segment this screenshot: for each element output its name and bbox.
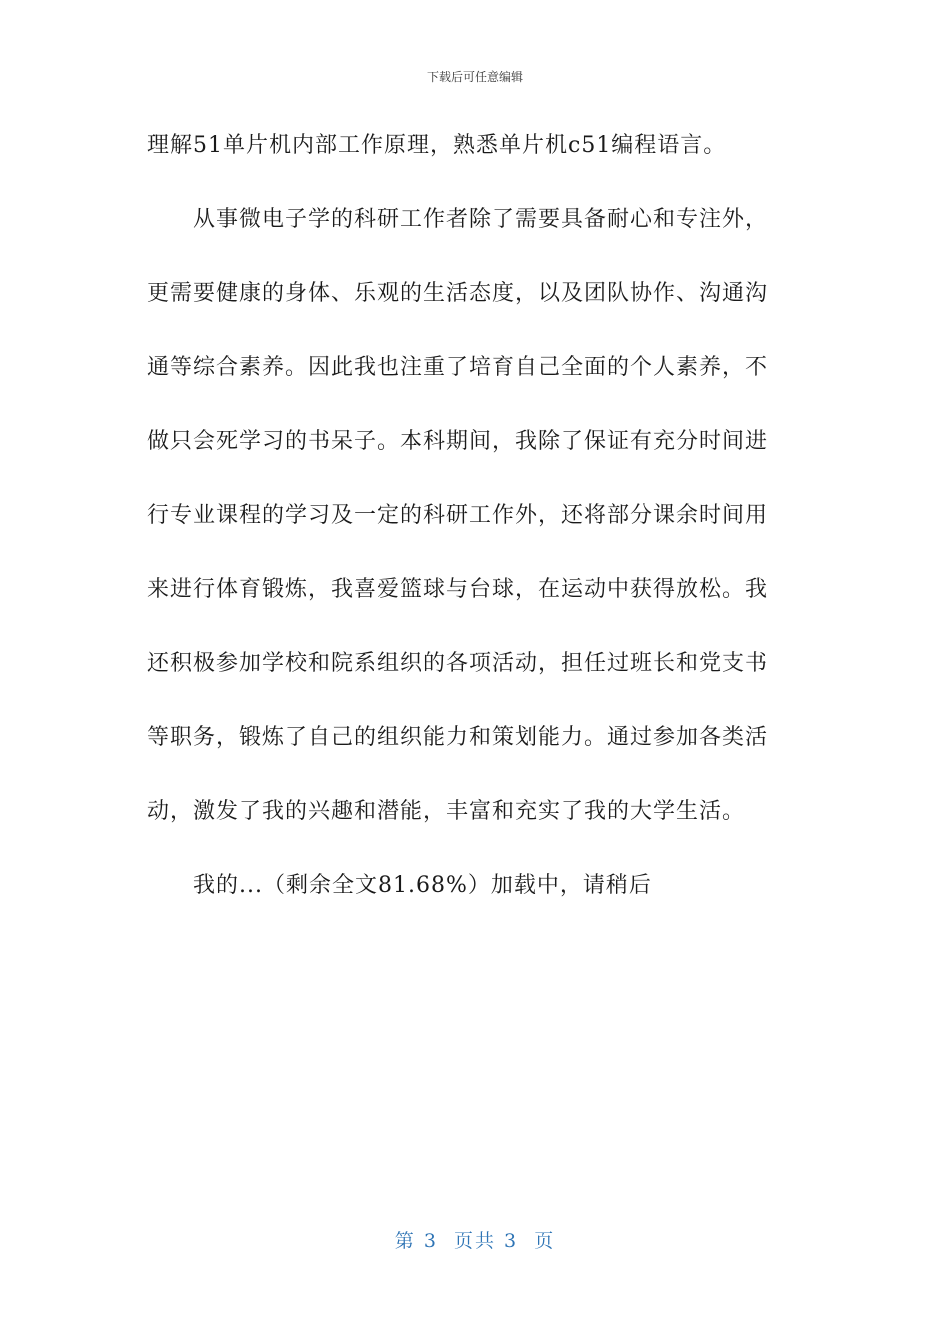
text-line: 理解51单片机内部工作原理，熟悉单片机c51编程语言。 (147, 133, 727, 158)
text-line: 通等综合素养。因此我也注重了培育自己全面的个人素养，不 (147, 355, 769, 380)
page-number: 第 3 页共 3 页 (394, 1230, 556, 1252)
page-header: 下载后可任意编辑 (426, 70, 523, 84)
loading-notice: 我的...（剩余全文81.68%）加载中，请稍后 (193, 873, 652, 898)
body-text (147, 128, 807, 942)
text-line: 来进行体育锻炼，我喜爱篮球与台球，在运动中获得放松。我 (147, 577, 769, 602)
text-line: 从事微电子学的科研工作者除了需要具备耐心和专注外， (193, 207, 769, 232)
text-line: 动，激发了我的兴趣和潜能，丰富和充实了我的大学生活。 (147, 799, 746, 824)
text-line: 做只会死学习的书呆子。本科期间，我除了保证有充分时间进 (147, 429, 769, 454)
text-line: 等职务，锻炼了自己的组织能力和策划能力。通过参加各类活 (147, 725, 769, 750)
text-line: 行专业课程的学习及一定的科研工作外，还将部分课余时间用 (147, 503, 769, 528)
text-line: 更需要健康的身体、乐观的生活态度，以及团队协作、沟通沟 (147, 281, 769, 306)
page-footer (0, 1226, 950, 1253)
text-line: 还积极参加学校和院系组织的各项活动，担任过班长和党支书 (147, 651, 769, 676)
